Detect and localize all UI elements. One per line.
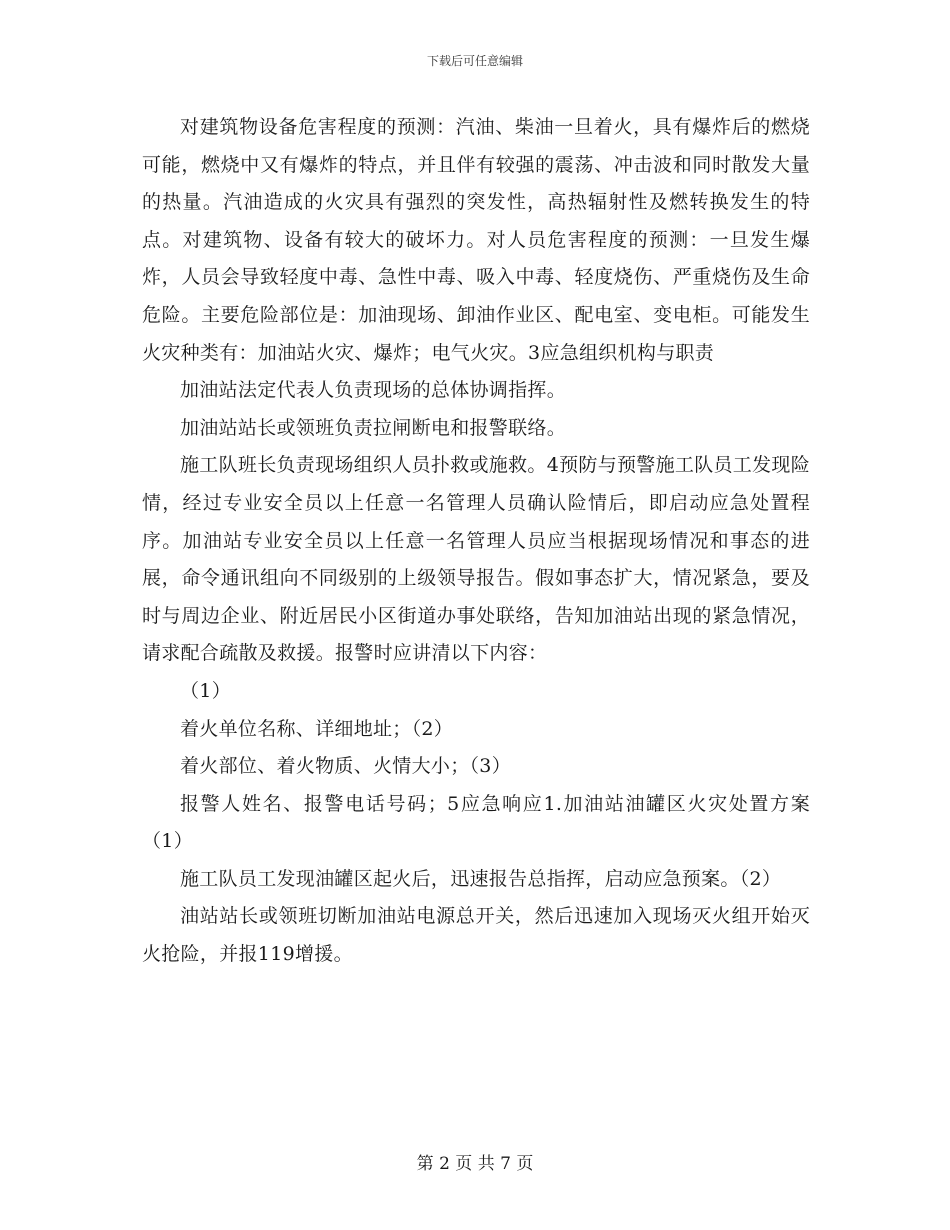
paragraph-fire-unit-address: 着火单位名称、详细地址；（2） xyxy=(180,717,454,740)
paragraph-tank-fire-report: 施工队员工发现油罐区起火后，迅速报告总指挥，启动应急预案。（2） xyxy=(180,867,782,890)
paragraph-item-1: （1） xyxy=(180,679,231,702)
paragraph-station-manager: 加油站站长或领班负责拉闸断电和报警联络。 xyxy=(180,416,567,439)
page-header-note: 下载后可任意编辑 xyxy=(426,54,523,68)
paragraph-fire-location: 着火部位、着火物质、火情大小；（3） xyxy=(180,755,511,778)
paragraph-prevention-warning: 施工队班长负责现场组织人员扑救或施救。4预防与预警施工队员工发现险情，经过专业安全员以上任意一名管理人员确认险情后，即启动应急处置程序。加油站专业安全员以上任意一名管理人员应当根据现场情况和事态的进展，命令通讯组向不同级别的上级领导报告。假如事态扩大，情况紧急，要及时与周边企业、附近居民小区街道办事处联络，告知加油站出现的紧急情况，请求配合疏散及救援。报警时应讲清以下内容： xyxy=(142,454,810,665)
paragraph-power-cutoff: 油站站长或领班切断加油站电源总开关，然后迅速加入现场灭火组开始灭火抢险，并报119增援。 xyxy=(142,905,810,966)
document-body xyxy=(142,109,810,974)
paragraph-reporter-info: 报警人姓名、报警电话号码；5应急响应1.加油站油罐区火灾处置方案（1） xyxy=(142,792,810,853)
paragraph-hazard-prediction: 对建筑物设备危害程度的预测：汽油、柴油一旦着火，具有爆炸后的燃烧可能，燃烧中又有爆炸的特点，并且伴有较强的震荡、冲击波和同时散发大量的热量。汽油造成的火灾具有强烈的突发性，高热辐射性及燃转换发生的特点。对建筑物、设备有较大的破坏力。对人员危害程度的预测：一旦发生爆炸，人员会导致轻度中毒、急性中毒、吸入中毒、轻度烧伤、严重烧伤及生命危险。主要危险部位是：加油现场、卸油作业区、配电室、变电柜。可能发生火灾种类有：加油站火灾、爆炸；电气火灾。3应急组织机构与职责 xyxy=(142,116,810,364)
paragraph-legal-representative: 加油站法定代表人负责现场的总体协调指挥。 xyxy=(180,379,567,402)
page-number-footer: 第 2 页 共 7 页 xyxy=(416,1154,534,1174)
